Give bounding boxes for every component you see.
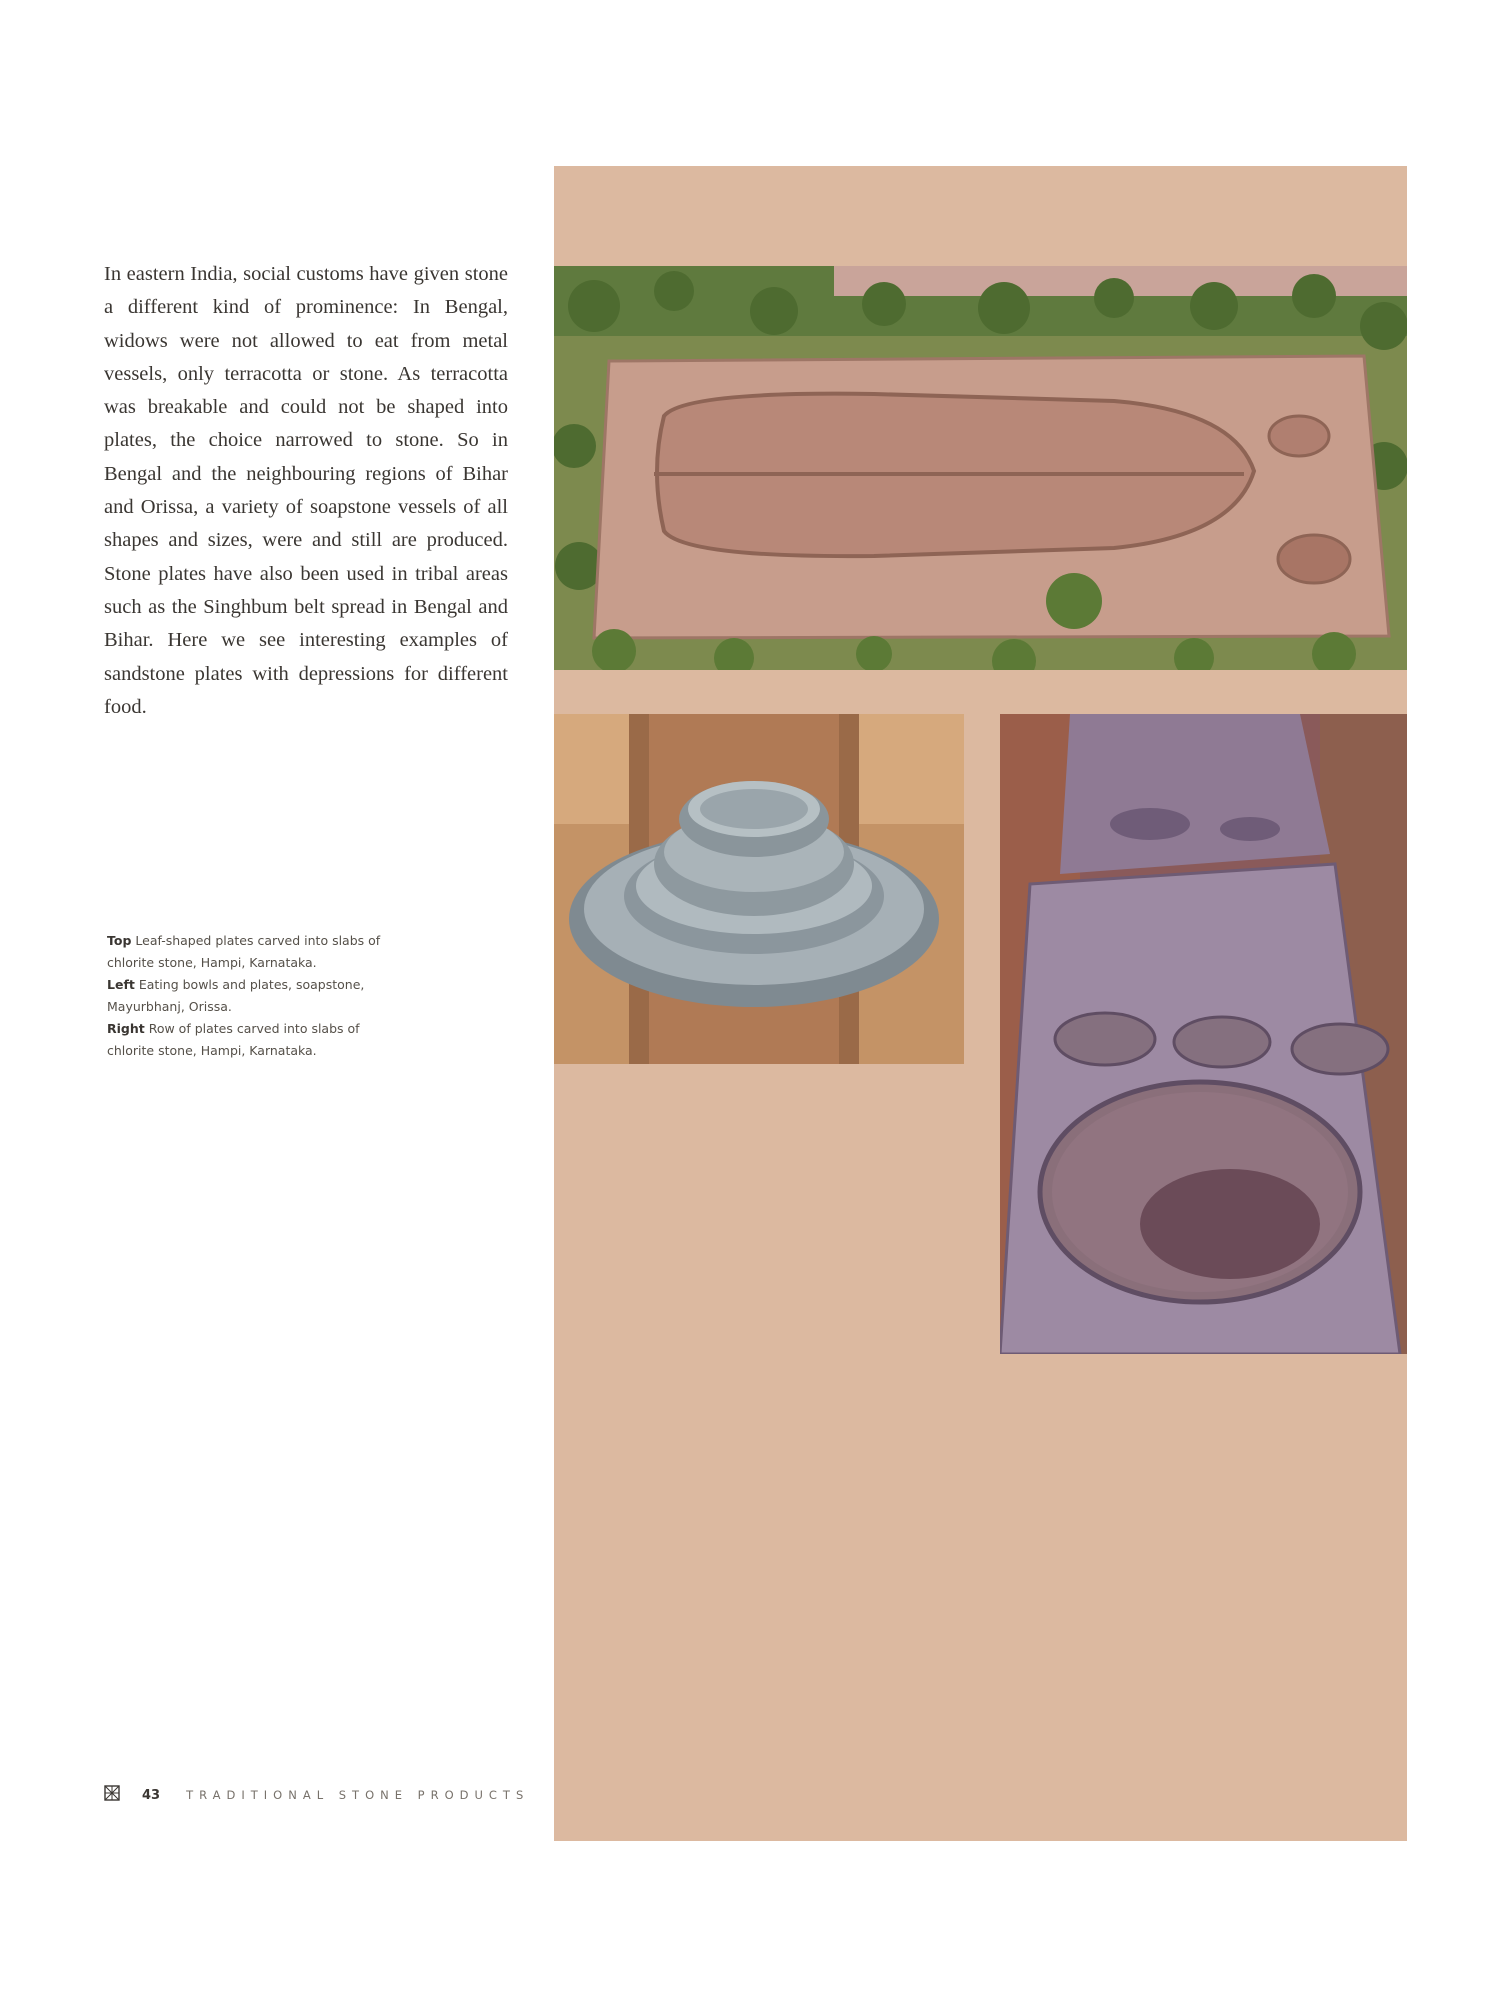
- caption-top: [107, 930, 407, 974]
- caption-text: Eating bowls and plates, soapstone, Mayurbhanj, Orissa.: [107, 977, 365, 1014]
- page-footer: [104, 1783, 529, 1807]
- caption-label: Top: [107, 933, 132, 948]
- caption-left: [107, 974, 407, 1018]
- body-paragraph: In eastern India, social customs have given stone a different kind of prominence: In Bengal, widows were not allowed to eat from metal vessels, only terracotta or stone. As terracotta was breakable and could not be shaped into plates, the choice narrowed to stone. So in Bengal and the neighbouring regions of Bihar and Orissa, a variety of soapstone vessels of all shapes and sizes, were and still are produced. Stone plates have also been used in tribal areas such as the Singhbum belt spread in Bengal and Bihar. Here we see interesting examples of sandstone plates with depressions for different food.: [104, 263, 508, 718]
- page-number: 43: [142, 1787, 161, 1803]
- caption-text: Leaf-shaped plates carved into slabs of chlorite stone, Hampi, Karnataka.: [107, 933, 381, 970]
- lattice-ornament-icon: [104, 1785, 120, 1805]
- caption-label: Right: [107, 1021, 145, 1036]
- photo-circular-plates-slab: [1000, 714, 1407, 1354]
- photo-captions: [107, 930, 407, 1062]
- caption-label: Left: [107, 977, 135, 992]
- running-head: TRADITIONAL STONE PRODUCTS: [186, 1788, 530, 1802]
- caption-text: Row of plates carved into slabs of chlorite stone, Hampi, Karnataka.: [107, 1021, 360, 1058]
- photo-soapstone-bowls: [554, 714, 964, 1064]
- photo-leaf-plate-slab: [554, 266, 1407, 670]
- caption-right: [107, 1018, 407, 1062]
